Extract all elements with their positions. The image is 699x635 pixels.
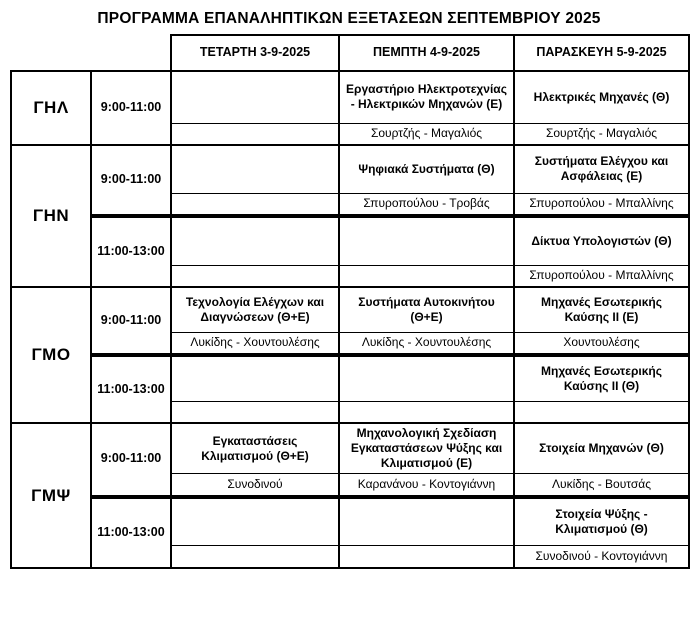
table-row — [11, 498, 689, 546]
instructor-cell — [171, 193, 339, 215]
time-cell: 9:00-11:00 — [91, 145, 171, 215]
course-cell — [339, 498, 514, 546]
course-cell — [171, 217, 339, 265]
header-spacer — [11, 35, 171, 71]
course-cell — [339, 217, 514, 265]
day-header-thursday: ΠΕΜΠΤΗ 4-9-2025 — [339, 35, 514, 71]
course-cell: Δίκτυα Υπολογιστών (Θ) — [514, 217, 689, 265]
table-row — [11, 217, 689, 265]
course-cell: Ψηφιακά Συστήματα (Θ) — [339, 145, 514, 193]
table-row — [11, 356, 689, 401]
time-cell: 11:00-13:00 — [91, 217, 171, 287]
instructor-cell: Σπυροπούλου - Μπαλλίνης — [514, 193, 689, 215]
course-cell — [339, 356, 514, 401]
instructor-cell: Σουρτζής - Μαγαλιός — [339, 123, 514, 145]
instructor-cell — [171, 546, 339, 568]
instructor-cell — [171, 123, 339, 145]
instructor-cell: Σπυροπούλου - Μπαλλίνης — [514, 265, 689, 287]
group-cell-ghn: ΓΗΝ — [11, 145, 91, 287]
instructor-cell: Καρανάνου - Κοντογιάννη — [339, 474, 514, 496]
instructor-cell: Σουρτζής - Μαγαλιός — [514, 123, 689, 145]
instructor-cell: Συνοδινού - Κοντογιάννη — [514, 546, 689, 568]
group-cell-gmps: ΓΜΨ — [11, 423, 91, 568]
course-cell — [171, 71, 339, 123]
group-cell-ghl: ΓΗΛ — [11, 71, 91, 145]
instructor-cell: Λυκίδης - Χουντουλέσης — [171, 332, 339, 354]
time-cell: 9:00-11:00 — [91, 423, 171, 496]
instructor-cell — [514, 401, 689, 423]
table-row — [11, 71, 689, 123]
course-cell: Συστήματα Ελέγχου και Ασφάλειας (Ε) — [514, 145, 689, 193]
course-cell: Εργαστήριο Ηλεκτροτεχνίας - Ηλεκτρικών Μηχανών (Ε) — [339, 71, 514, 123]
instructor-cell — [339, 401, 514, 423]
table-row — [11, 145, 689, 193]
instructor-cell — [171, 401, 339, 423]
course-cell: Τεχνολογία Ελέγχων και Διαγνώσεων (Θ+Ε) — [171, 287, 339, 332]
instructor-cell — [339, 265, 514, 287]
course-cell: Στοιχεία Ψύξης - Κλιματισμού (Θ) — [514, 498, 689, 546]
group-cell-gmo: ΓΜΟ — [11, 287, 91, 423]
instructor-cell: Σπυροπούλου - Τροβάς — [339, 193, 514, 215]
course-cell — [171, 145, 339, 193]
course-cell: Μηχανές Εσωτερικής Καύσης ΙΙ (Θ) — [514, 356, 689, 401]
exam-schedule-table — [10, 34, 690, 569]
time-cell: 11:00-13:00 — [91, 356, 171, 423]
course-cell: Συστήματα Αυτοκινήτου (Θ+Ε) — [339, 287, 514, 332]
table-row — [11, 287, 689, 332]
time-cell: 9:00-11:00 — [91, 71, 171, 145]
course-cell: Στοιχεία Μηχανών (Θ) — [514, 423, 689, 474]
instructor-cell: Λυκίδης - Βουτσάς — [514, 474, 689, 496]
course-cell: Μηχανολογική Σχεδίαση Εγκαταστάσεων Ψύξης και Κλιματισμού (Ε) — [339, 423, 514, 474]
course-cell — [171, 498, 339, 546]
course-cell: Μηχανές Εσωτερικής Καύσης ΙΙ (Ε) — [514, 287, 689, 332]
instructor-cell: Χουντουλέσης — [514, 332, 689, 354]
time-cell: 9:00-11:00 — [91, 287, 171, 354]
header-row — [11, 35, 689, 71]
course-cell — [171, 356, 339, 401]
time-cell: 11:00-13:00 — [91, 498, 171, 568]
day-header-friday: ΠΑΡΑΣΚΕΥΗ 5-9-2025 — [514, 35, 689, 71]
table-row — [11, 423, 689, 474]
page-title: ΠΡΟΓΡΑΜΜΑ ΕΠΑΝΑΛΗΠΤΙΚΩΝ ΕΞΕΤΑΣΕΩΝ ΣΕΠΤΕΜΒΡΙΟΥ 2025 — [97, 10, 601, 27]
instructor-cell — [339, 546, 514, 568]
instructor-cell: Λυκίδης - Χουντουλέσης — [339, 332, 514, 354]
course-cell: Εγκαταστάσεις Κλιματισμού (Θ+Ε) — [171, 423, 339, 474]
day-header-wednesday: ΤΕΤΑΡΤΗ 3-9-2025 — [171, 35, 339, 71]
instructor-cell: Συνοδινού — [171, 474, 339, 496]
course-cell: Ηλεκτρικές Μηχανές (Θ) — [514, 71, 689, 123]
instructor-cell — [171, 265, 339, 287]
